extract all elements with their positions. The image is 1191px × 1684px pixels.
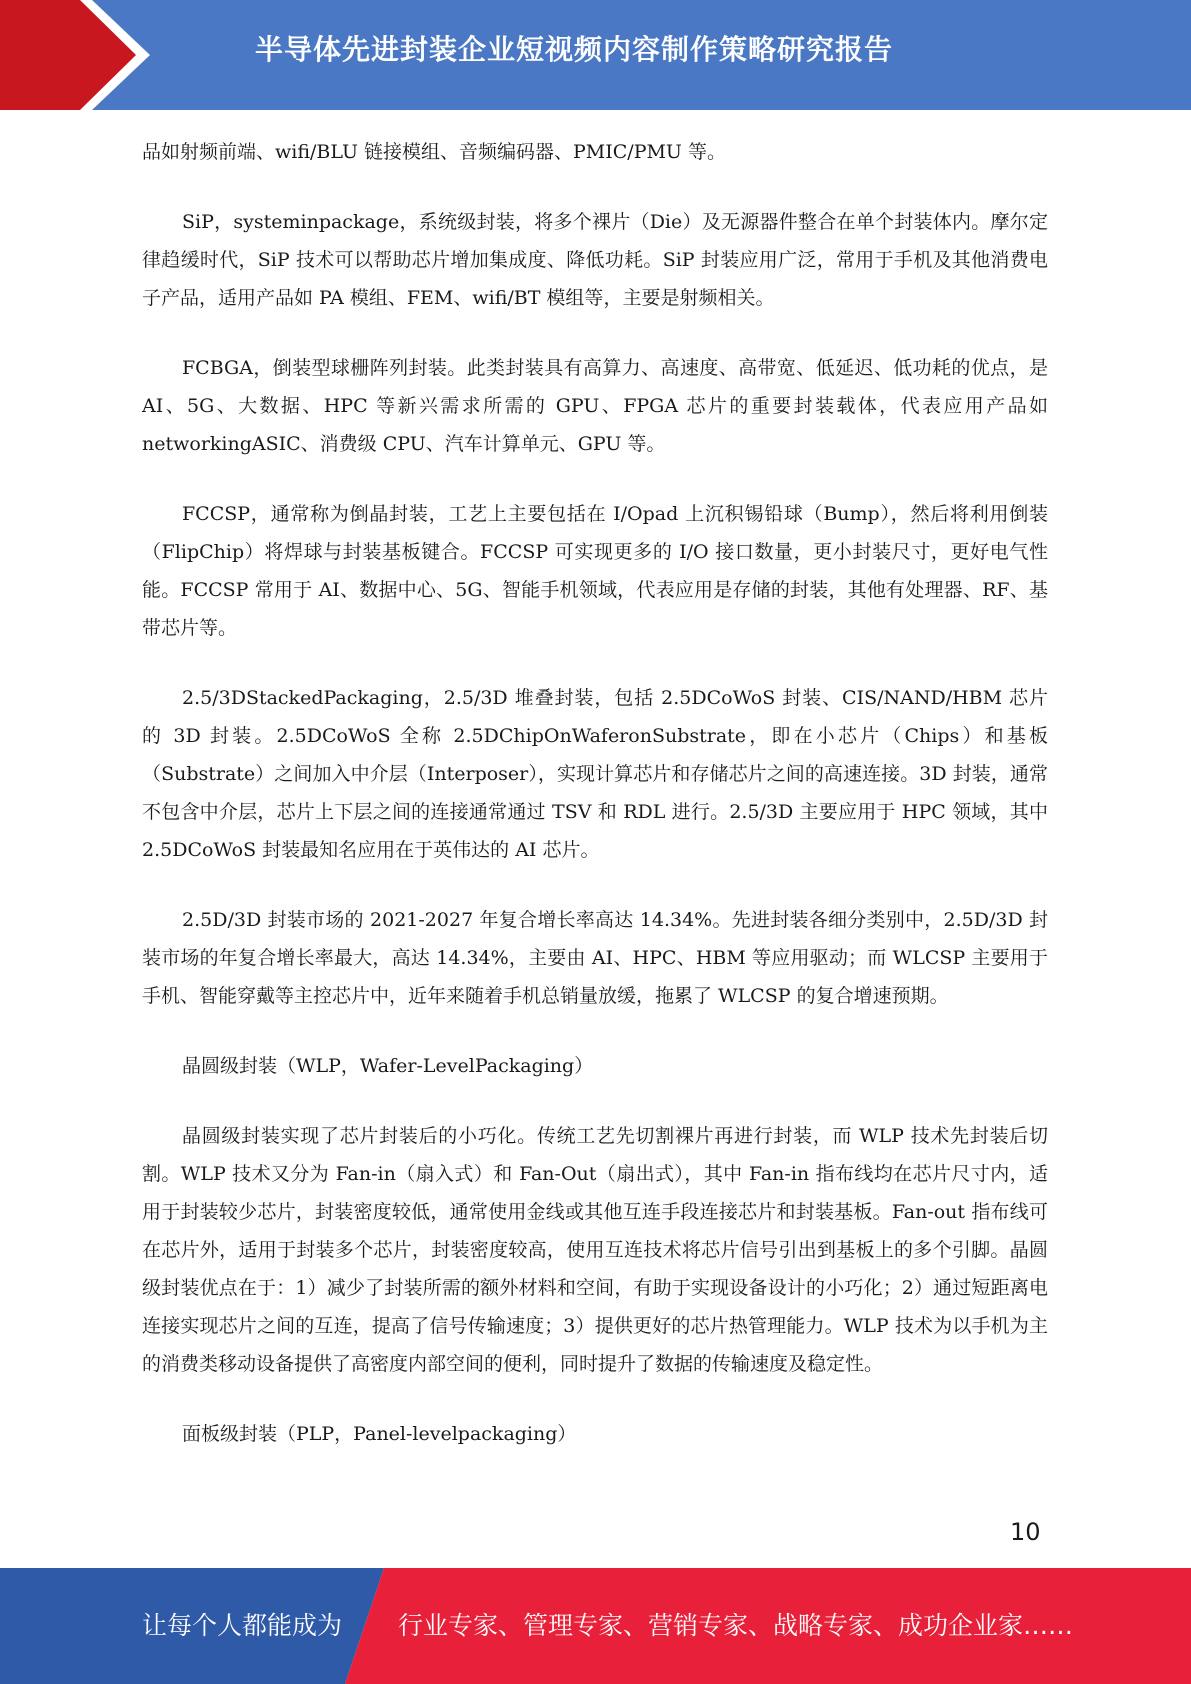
footer-slogan-left: 让每个人都能成为	[142, 1611, 343, 1640]
paragraph: 2.5/3DStackedPackaging，2.5/3D 堆叠封装，包括 2.5DCoWoS 封装、CIS/NAND/HBM 芯片的 3D 封装。2.5DCoWoS 全称 2.5DChipOnWaferonSubstrate，即在小芯片（Chips）和基板（Substrate）之间加入中介层（Interposer），实现计算芯片和存储芯片之间的高速连接。3D 封装，通常不包含中介层，芯片上下层之间的连接通常通过 TSV 和 RDL 进行。2.5/3D 主要应用于 HPC 领域，其中 2.5DCoWoS 封装最知名应用在于英伟达的 AI 芯片。	[142, 687, 1048, 861]
footer-band	[0, 1568, 1191, 1684]
paragraph: 晶圆级封装实现了芯片封装后的小巧化。传统工艺先切割裸片再进行封装，而 WLP 技术先封装后切割。WLP 技术又分为 Fan-in（扇入式）和 Fan-Out（扇出式），其中 Fan-in 指布线均在芯片尺寸内，适用于封装较少芯片，封装密度较低，通常使用金线或其他互连手段连接芯片和封装基板。Fan-out 指布线可在芯片外，适用于封装多个芯片，封装密度较高，使用互连技术将芯片信号引出到基板上的多个引脚。晶圆级封装优点在于：1）减少了封装所需的额外材料和空间，有助于实现设备设计的小巧化；2）通过短距离电连接实现芯片之间的互连，提高了信号传输速度；3）提供更好的芯片热管理能力。WLP 技术为以手机为主的消费类移动设备提供了高密度内部空间的便利，同时提升了数据的传输速度及稳定性。	[142, 1125, 1048, 1375]
page-number: 10	[1010, 1518, 1041, 1546]
paragraph: SiP，systeminpackage，系统级封装，将多个裸片（Die）及无源器件整合在单个封装体内。摩尔定律趋缓时代，SiP 技术可以帮助芯片增加集成度、降低功耗。SiP 封装应用广泛，常用于手机及其他消费电子产品，适用产品如 PA 模组、FEM、wifi/BT 模组等，主要是射频相关。	[142, 211, 1048, 309]
red-chevron-icon	[0, 0, 160, 110]
header-band	[0, 0, 1191, 110]
paragraph: FCCSP，通常称为倒晶封装，工艺上主要包括在 I/Opad 上沉积锡铅球（Bump），然后将利用倒装（FlipChip）将焊球与封装基板键合。FCCSP 可实现更多的 I/O 接口数量，更小封装尺寸，更好电气性能。FCCSP 常用于 AI、数据中心、5G、智能手机领域，代表应用是存储的封装，其他有处理器、RF、基带芯片等。	[142, 503, 1048, 639]
paragraph: 2.5D/3D 封装市场的 2021-2027 年复合增长率高达 14.34%。先进封装各细分类别中，2.5D/3D 封装市场的年复合增长率最大，高达 14.34%，主要由 AI、HPC、HBM 等应用驱动；而 WLCSP 主要用于手机、智能穿戴等主控芯片中，近年来随着手机总销量放缓，拖累了 WLCSP 的复合增速预期。	[142, 909, 1048, 1007]
body-text	[142, 133, 1048, 1485]
section-heading: 面板级封装（PLP，Panel-levelpackaging）	[182, 1423, 577, 1445]
section-heading: 晶圆级封装（WLP，Wafer-LevelPackaging）	[182, 1055, 594, 1077]
paragraph: FCBGA，倒装型球栅阵列封装。此类封装具有高算力、高速度、高带宽、低延迟、低功耗的优点，是 AI、5G、大数据、HPC 等新兴需求所需的 GPU、FPGA 芯片的重要封装载体，代表应用产品如 networkingASIC、消费级 CPU、汽车计算单元、GPU 等。	[142, 357, 1048, 455]
report-title: 半导体先进封装企业短视频内容制作策略研究报告	[255, 33, 894, 66]
footer-slogan-right: 行业专家、管理专家、营销专家、战略专家、成功企业家……	[398, 1611, 1074, 1640]
paragraph: 品如射频前端、wifi/BLU 链接模组、音频编码器、PMIC/PMU 等。	[142, 141, 726, 163]
